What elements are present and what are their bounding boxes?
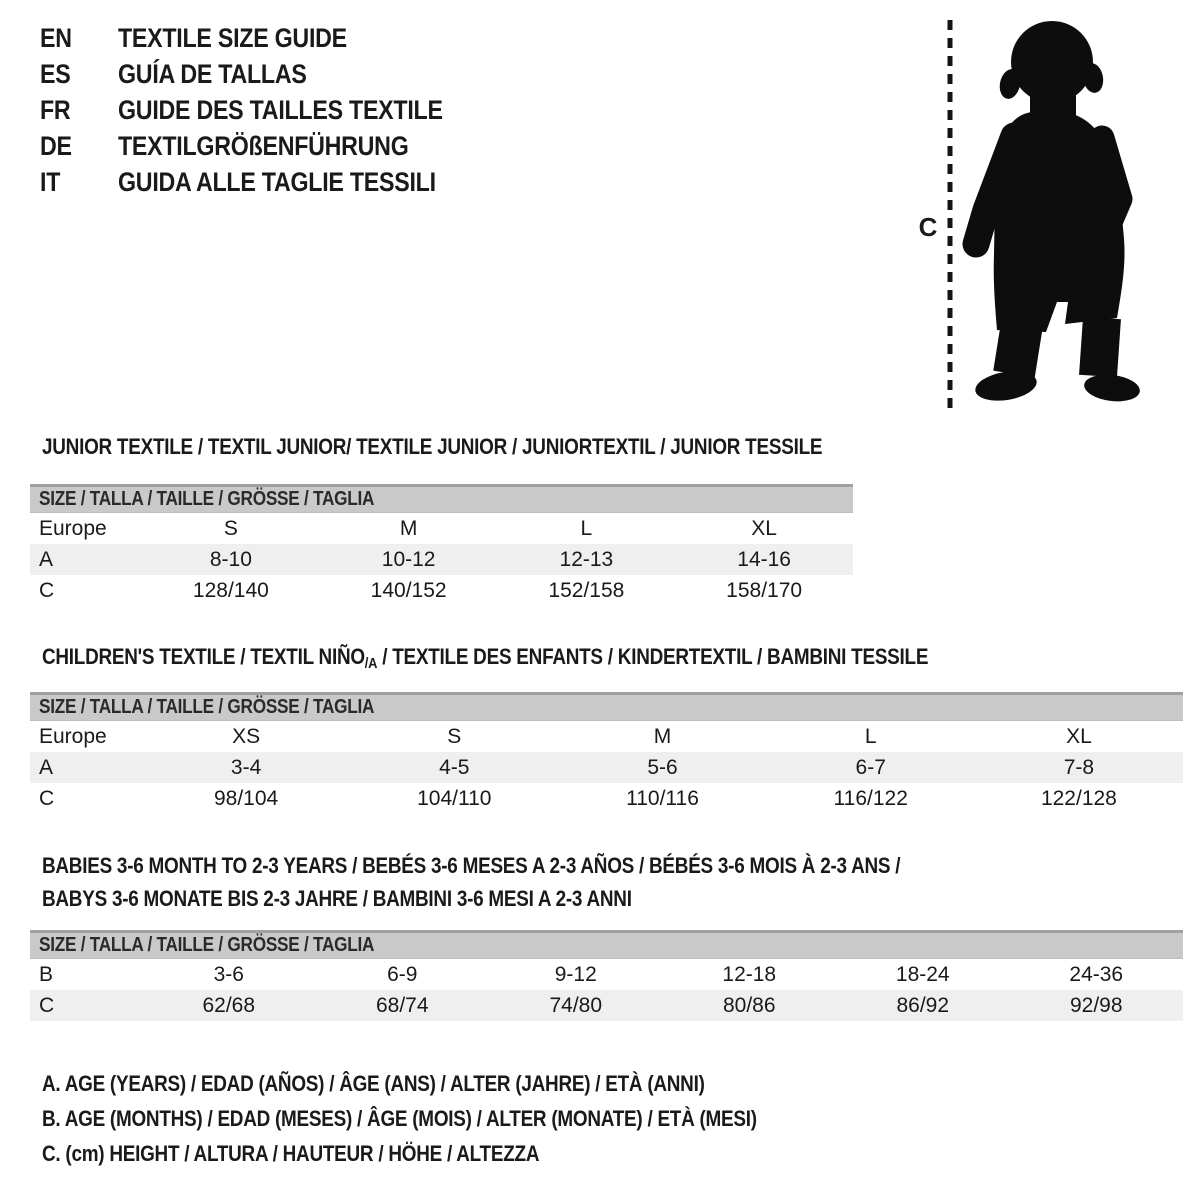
size-cell: 24-36 bbox=[1069, 962, 1124, 986]
size-cell: 158/170 bbox=[726, 578, 803, 602]
size-cell: 62/68 bbox=[202, 993, 256, 1017]
size-cell: 3-4 bbox=[230, 755, 262, 779]
language-code: ES bbox=[40, 58, 71, 89]
size-cell: 122/128 bbox=[1040, 786, 1117, 810]
size-row-europe bbox=[30, 513, 853, 544]
row-label: Europe bbox=[39, 724, 107, 748]
legend-line-a: A. AGE (YEARS) / EDAD (AÑOS) / ÂGE (ANS) / ALTER (JAHRE) / ETÀ (ANNI) bbox=[42, 1071, 705, 1096]
babies-size-table bbox=[30, 930, 1183, 1021]
size-cell: 80/86 bbox=[722, 993, 776, 1017]
language-title: GUIDA ALLE TAGLIE TESSILI bbox=[118, 166, 436, 197]
language-row-fr bbox=[40, 92, 496, 128]
size-row-height bbox=[30, 783, 1183, 814]
size-cell: 74/80 bbox=[549, 993, 603, 1017]
language-title: GUÍA DE TALLAS bbox=[118, 58, 307, 89]
size-cell: M bbox=[653, 724, 672, 748]
size-cell: XL bbox=[751, 516, 777, 540]
size-cell: 5-6 bbox=[647, 755, 678, 779]
size-cell: 3-6 bbox=[213, 962, 244, 986]
language-title: TEXTILE SIZE GUIDE bbox=[118, 22, 347, 53]
size-cell: XS bbox=[232, 724, 261, 748]
language-title: GUIDE DES TAILLES TEXTILE bbox=[118, 94, 443, 125]
language-code: FR bbox=[40, 94, 71, 125]
size-cell: 8-10 bbox=[209, 547, 252, 571]
language-title: TEXTILGRÖßENFÜHRUNG bbox=[118, 130, 409, 161]
legend-line-c: C. (cm) HEIGHT / ALTURA / HAUTEUR / HÖHE / ALTEZZA bbox=[42, 1141, 540, 1166]
row-label: C bbox=[39, 993, 55, 1017]
size-cell: 6-7 bbox=[855, 755, 886, 779]
size-cell: 140/152 bbox=[370, 578, 447, 602]
row-label: A bbox=[39, 547, 54, 571]
size-row-age bbox=[30, 752, 1183, 783]
size-cell: M bbox=[399, 516, 418, 540]
size-cell: 110/116 bbox=[626, 786, 699, 810]
language-row-en bbox=[40, 20, 496, 56]
language-code: EN bbox=[40, 22, 72, 53]
size-cell: S bbox=[447, 724, 462, 748]
size-cell: 12-13 bbox=[559, 547, 614, 571]
size-row-height bbox=[30, 990, 1183, 1021]
size-header-bar: SIZE / TALLA / TAILLE / GRÖSSE / TAGLIA bbox=[30, 930, 1183, 959]
height-marker-label: C bbox=[918, 212, 938, 242]
height-dashed-line bbox=[946, 15, 954, 417]
toddler-silhouette-icon bbox=[962, 14, 1147, 414]
size-cell: XL bbox=[1066, 724, 1092, 748]
size-cell: 18-24 bbox=[895, 962, 950, 986]
row-label: C bbox=[39, 786, 55, 810]
size-cell: 116/122 bbox=[833, 786, 908, 810]
size-cell: S bbox=[223, 516, 238, 540]
size-cell: 10-12 bbox=[381, 547, 436, 571]
row-label: B bbox=[39, 962, 54, 986]
language-row-it bbox=[40, 164, 496, 200]
row-label: Europe bbox=[39, 516, 107, 540]
size-cell: 104/110 bbox=[417, 786, 492, 810]
size-cell: 68/74 bbox=[375, 993, 429, 1017]
nino-a-subscript: /A bbox=[364, 655, 378, 672]
size-cell: 92/98 bbox=[1069, 993, 1123, 1017]
children-heading: CHILDREN'S TEXTILE / TEXTIL NIÑO/A / TEXTILE DES ENFANTS / KINDERTEXTIL / BAMBINI TESSILE bbox=[42, 644, 929, 672]
row-label: A bbox=[39, 755, 54, 779]
size-row-height bbox=[30, 575, 853, 606]
size-row-age bbox=[30, 544, 853, 575]
size-cell: 98/104 bbox=[213, 786, 279, 810]
size-cell: 14-16 bbox=[737, 547, 791, 571]
size-cell: 6-9 bbox=[387, 962, 418, 986]
size-cell: L bbox=[864, 724, 877, 748]
size-header-bar: SIZE / TALLA / TAILLE / GRÖSSE / TAGLIA bbox=[30, 484, 853, 513]
junior-heading: JUNIOR TEXTILE / TEXTIL JUNIOR/ TEXTILE JUNIOR / JUNIORTEXTIL / JUNIOR TESSILE bbox=[42, 434, 823, 459]
row-label: C bbox=[39, 578, 55, 602]
legend bbox=[42, 1066, 873, 1171]
language-row-es bbox=[40, 56, 496, 92]
size-row-europe bbox=[30, 721, 1183, 752]
language-row-de bbox=[40, 128, 496, 164]
legend-line-b: B. AGE (MONTHS) / EDAD (MESES) / ÂGE (MOIS) / ALTER (MONATE) / ETÀ (MESI) bbox=[42, 1106, 757, 1131]
babies-heading: BABIES 3-6 MONTH TO 2-3 YEARS / BEBÉS 3-6 MESES A 2-3 AÑOS / BÉBÉS 3-6 MOIS À 2-3 ANS / BABYS 3-6 MONATE BIS 2-3 JAHRE / BAMBINI 3-6 MESI A 2-3 ANNI bbox=[42, 853, 901, 911]
size-cell: L bbox=[580, 516, 593, 540]
size-cell: 152/158 bbox=[548, 578, 625, 602]
language-code: IT bbox=[40, 166, 61, 197]
language-list bbox=[40, 20, 496, 200]
size-cell: 86/92 bbox=[896, 993, 950, 1017]
size-cell: 4-5 bbox=[439, 755, 470, 779]
language-code: DE bbox=[40, 130, 72, 161]
size-cell: 128/140 bbox=[192, 578, 269, 602]
children-size-table bbox=[30, 692, 1183, 814]
size-cell: 9-12 bbox=[554, 962, 597, 986]
junior-size-table bbox=[30, 484, 853, 606]
size-header-bar: SIZE / TALLA / TAILLE / GRÖSSE / TAGLIA bbox=[30, 692, 1183, 721]
size-row-months bbox=[30, 959, 1183, 990]
size-cell: 7-8 bbox=[1063, 755, 1095, 779]
size-cell: 12-18 bbox=[722, 962, 777, 986]
